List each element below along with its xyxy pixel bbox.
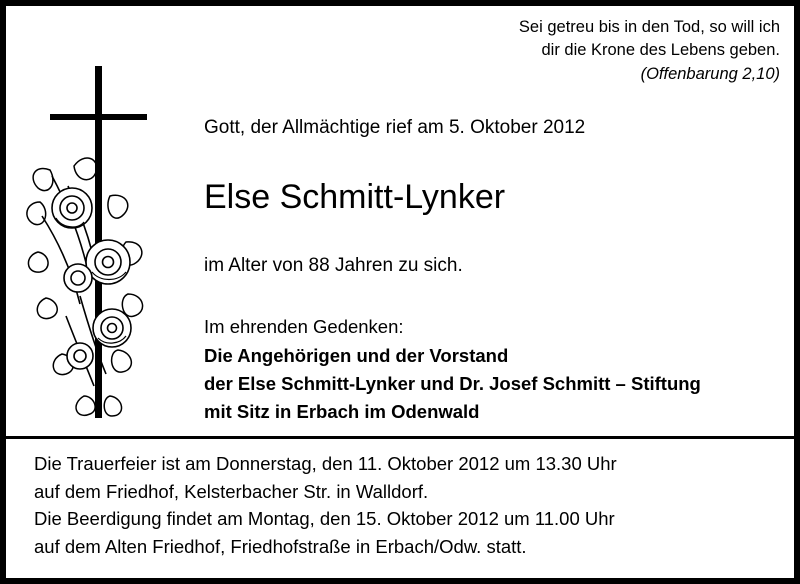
notice-inner	[6, 6, 794, 578]
ceremony-line-1: Die Trauerfeier ist am Donnerstag, den 11. Oktober 2012 um 13.30 Uhr	[34, 453, 617, 474]
verse-line-1: Sei getreu bis in den Tod, so will ich	[518, 18, 780, 36]
called-line: Gott, der Allmächtige rief am 5. Oktober 2012	[204, 117, 586, 138]
cross-with-roses-icon	[22, 66, 182, 426]
memory-lead: Im ehrenden Gedenken:	[204, 316, 404, 338]
bible-verse	[360, 16, 780, 86]
memory-line-3: mit Sitz in Erbach im Odenwald	[204, 400, 480, 422]
memory-line-2: der Else Schmitt-Lynker und Dr. Josef Schmitt – Stiftung	[204, 372, 701, 394]
ceremony-line-3: Die Beerdigung findet am Montag, den 15. Oktober 2012 um 11.00 Uhr	[34, 508, 615, 530]
deceased-name: Else Schmitt-Lynker	[204, 177, 506, 216]
ceremony-line-2: auf dem Friedhof, Kelsterbacher Str. in Walldorf.	[34, 480, 429, 502]
ceremony-line-4: auf dem Alten Friedhof, Friedhofstraße in Erbach/Odw. statt.	[34, 535, 527, 557]
horizontal-divider	[6, 436, 794, 439]
memory-line-1: Die Angehörigen und der Vorstand	[204, 344, 509, 366]
memory-block	[204, 313, 784, 425]
verse-source: (Offenbarung 2,10)	[640, 64, 780, 83]
age-line: im Alter von 88 Jahren zu sich.	[204, 255, 463, 277]
verse-line-2: dir die Krone des Lebens geben.	[541, 41, 780, 60]
main-text-block	[204, 116, 784, 426]
ceremony-details	[34, 450, 774, 560]
